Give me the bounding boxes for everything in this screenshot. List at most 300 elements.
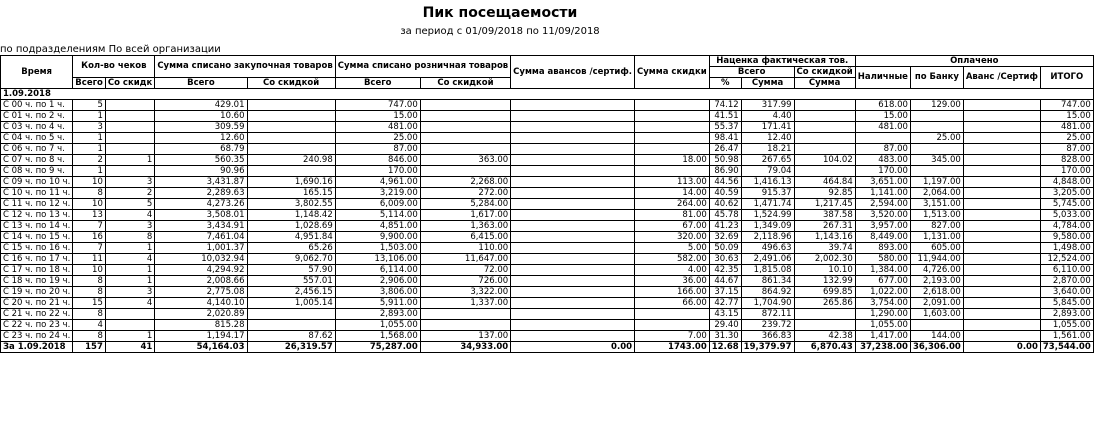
table-row	[1, 199, 1094, 210]
row-value-cell	[794, 309, 855, 320]
row-value-cell: 2,289.63	[155, 188, 247, 199]
row-value-cell	[105, 166, 154, 177]
row-value-cell: 2,893.00	[1040, 309, 1093, 320]
row-value-cell: 3	[105, 287, 154, 298]
row-value-cell: 36,306.00	[910, 342, 963, 353]
row-value-cell: 240.98	[247, 155, 335, 166]
row-value-cell: 113.00	[635, 177, 710, 188]
row-value-cell: 3,802.55	[247, 199, 335, 210]
row-value-cell: 15.00	[855, 111, 910, 122]
row-value-cell: 34,933.00	[420, 342, 510, 353]
row-value-cell: 12.60	[155, 133, 247, 144]
row-value-cell: 747.00	[1040, 100, 1093, 111]
row-time-cell: С 03 ч. по 4 ч.	[1, 122, 73, 133]
row-value-cell: 41.23	[709, 221, 741, 232]
row-value-cell: 10	[73, 177, 106, 188]
row-value-cell: 3	[105, 177, 154, 188]
header-discount-sum: Сумма скидки	[635, 56, 710, 89]
header-markup-with-discount: Со скидкой	[794, 67, 855, 78]
row-value-cell	[511, 210, 635, 221]
row-value-cell	[511, 309, 635, 320]
row-value-cell: 4,951.84	[247, 232, 335, 243]
row-value-cell: 4.40	[741, 111, 794, 122]
table-row	[1, 188, 1094, 199]
row-value-cell: 144.00	[910, 331, 963, 342]
row-value-cell: 87.00	[855, 144, 910, 155]
row-value-cell: 12.40	[741, 133, 794, 144]
row-value-cell: 92.85	[794, 188, 855, 199]
header-retail-with-discount: Со скидкой	[420, 78, 510, 89]
row-value-cell: 7,461.04	[155, 232, 247, 243]
row-value-cell: 11	[73, 254, 106, 265]
row-value-cell: 496.63	[741, 243, 794, 254]
row-value-cell: 3,205.00	[1040, 188, 1093, 199]
row-value-cell: 1,617.00	[420, 210, 510, 221]
row-value-cell: 1,603.00	[910, 309, 963, 320]
row-value-cell: 2,618.00	[910, 287, 963, 298]
row-value-cell: 8	[73, 309, 106, 320]
row-value-cell: 40.59	[709, 188, 741, 199]
row-value-cell: 2	[73, 155, 106, 166]
row-value-cell: 4,961.00	[335, 177, 420, 188]
row-value-cell	[105, 133, 154, 144]
row-value-cell: 129.00	[910, 100, 963, 111]
row-value-cell	[247, 100, 335, 111]
row-value-cell	[420, 111, 510, 122]
row-value-cell	[511, 254, 635, 265]
row-value-cell	[511, 276, 635, 287]
row-value-cell	[635, 309, 710, 320]
row-value-cell: 605.00	[910, 243, 963, 254]
row-value-cell: 2	[105, 188, 154, 199]
table-row	[1, 298, 1094, 309]
row-value-cell: 3,651.00	[855, 177, 910, 188]
row-value-cell: 560.35	[155, 155, 247, 166]
row-value-cell: 893.00	[855, 243, 910, 254]
row-value-cell: 171.41	[741, 122, 794, 133]
row-value-cell: 1,363.00	[420, 221, 510, 232]
row-value-cell: 1,141.00	[855, 188, 910, 199]
row-value-cell: 2,020.89	[155, 309, 247, 320]
row-value-cell: 44.56	[709, 177, 741, 188]
row-value-cell	[635, 100, 710, 111]
row-value-cell	[511, 188, 635, 199]
header-markup-total: Всего	[709, 67, 794, 78]
row-value-cell: 677.00	[855, 276, 910, 287]
row-time-cell: С 15 ч. по 16 ч.	[1, 243, 73, 254]
row-value-cell: 8	[73, 331, 106, 342]
row-value-cell: 2,008.66	[155, 276, 247, 287]
header-markup: Наценка фактическая тов.	[709, 56, 855, 67]
row-value-cell	[105, 100, 154, 111]
table-row	[1, 166, 1094, 177]
row-value-cell: 4,294.92	[155, 265, 247, 276]
row-value-cell: 481.00	[335, 122, 420, 133]
row-value-cell: 68.79	[155, 144, 247, 155]
date-group-label: 1.09.2018	[1, 89, 1094, 100]
table-row	[1, 265, 1094, 276]
row-value-cell	[963, 144, 1040, 155]
row-value-cell: 10,032.94	[155, 254, 247, 265]
row-value-cell	[511, 320, 635, 331]
row-value-cell	[963, 155, 1040, 166]
row-value-cell: 19,379.97	[741, 342, 794, 353]
row-value-cell: 267.31	[794, 221, 855, 232]
row-value-cell: 25.00	[335, 133, 420, 144]
row-value-cell: 1,005.14	[247, 298, 335, 309]
row-value-cell: 44.67	[709, 276, 741, 287]
row-value-cell: 170.00	[855, 166, 910, 177]
header-purchase-with-discount: Со скидкой	[247, 78, 335, 89]
row-value-cell: 50.98	[709, 155, 741, 166]
row-value-cell	[794, 166, 855, 177]
row-value-cell: 39.74	[794, 243, 855, 254]
report-period: за период с 01/09/2018 по 11/09/2018	[400, 26, 600, 37]
row-value-cell: 1,197.00	[910, 177, 963, 188]
total-row	[1, 342, 1094, 353]
row-value-cell	[511, 221, 635, 232]
row-value-cell: 5,911.00	[335, 298, 420, 309]
row-value-cell: 165.15	[247, 188, 335, 199]
row-value-cell: 5.00	[635, 243, 710, 254]
row-value-cell: 10	[73, 199, 106, 210]
row-value-cell	[910, 144, 963, 155]
row-value-cell: 557.01	[247, 276, 335, 287]
row-time-cell: С 14 ч. по 15 ч.	[1, 232, 73, 243]
row-value-cell: 10.60	[155, 111, 247, 122]
row-value-cell: 8	[73, 276, 106, 287]
row-value-cell: 15.00	[335, 111, 420, 122]
row-value-cell: 8	[73, 188, 106, 199]
row-value-cell: 2,193.00	[910, 276, 963, 287]
row-value-cell: 2,893.00	[335, 309, 420, 320]
row-value-cell	[963, 331, 1040, 342]
row-time-cell: С 23 ч. по 24 ч.	[1, 331, 73, 342]
row-value-cell: 6,110.00	[1040, 265, 1093, 276]
row-value-cell: 1,055.00	[855, 320, 910, 331]
table-row	[1, 232, 1094, 243]
row-value-cell: 3,431.87	[155, 177, 247, 188]
header-checks-with-disc: Со скидк	[105, 78, 154, 89]
row-value-cell: 74.12	[709, 100, 741, 111]
header-advance-sum: Сумма авансов /сертиф.	[511, 56, 635, 89]
row-value-cell	[963, 199, 1040, 210]
row-value-cell	[963, 276, 1040, 287]
row-value-cell: 40.62	[709, 199, 741, 210]
row-value-cell	[794, 144, 855, 155]
row-value-cell: 1,513.00	[910, 210, 963, 221]
row-value-cell	[794, 111, 855, 122]
row-value-cell	[247, 320, 335, 331]
row-value-cell: 6,009.00	[335, 199, 420, 210]
row-value-cell: 828.00	[1040, 155, 1093, 166]
row-value-cell: 1,416.13	[741, 177, 794, 188]
row-value-cell: 4,784.00	[1040, 221, 1093, 232]
row-value-cell: 1	[105, 331, 154, 342]
row-value-cell: 13	[73, 210, 106, 221]
row-value-cell: 3	[73, 122, 106, 133]
row-value-cell	[511, 199, 635, 210]
row-time-cell: С 18 ч. по 19 ч.	[1, 276, 73, 287]
header-markup-pct: %	[709, 78, 741, 89]
row-time-cell: С 21 ч. по 22 ч.	[1, 309, 73, 320]
row-value-cell: 6,870.43	[794, 342, 855, 353]
row-value-cell: 4	[105, 210, 154, 221]
row-value-cell: 582.00	[635, 254, 710, 265]
row-value-cell	[511, 298, 635, 309]
row-value-cell	[910, 320, 963, 331]
row-value-cell: 9,062.70	[247, 254, 335, 265]
report-department-filter: по подразделениям По всей организации	[0, 44, 221, 55]
row-value-cell	[855, 133, 910, 144]
row-value-cell: 1,503.00	[335, 243, 420, 254]
row-value-cell: 30.63	[709, 254, 741, 265]
table-row	[1, 111, 1094, 122]
row-value-cell: 1,022.00	[855, 287, 910, 298]
row-value-cell	[963, 221, 1040, 232]
row-value-cell: 5,845.00	[1040, 298, 1093, 309]
row-value-cell: 42.35	[709, 265, 741, 276]
row-value-cell: 8	[105, 232, 154, 243]
row-time-cell: С 13 ч. по 14 ч.	[1, 221, 73, 232]
row-value-cell	[511, 144, 635, 155]
row-value-cell: 81.00	[635, 210, 710, 221]
row-time-cell: С 01 ч. по 2 ч.	[1, 111, 73, 122]
row-value-cell: 1	[73, 111, 106, 122]
row-value-cell: 12.68	[709, 342, 741, 353]
attendance-peak-table	[0, 55, 1094, 353]
row-value-cell: 132.99	[794, 276, 855, 287]
row-value-cell	[247, 166, 335, 177]
row-value-cell: 72.00	[420, 265, 510, 276]
row-time-cell: С 16 ч. по 17 ч.	[1, 254, 73, 265]
row-value-cell: 1,384.00	[855, 265, 910, 276]
row-value-cell: 1	[73, 166, 106, 177]
row-time-cell: С 12 ч. по 13 ч.	[1, 210, 73, 221]
row-value-cell: 5,284.00	[420, 199, 510, 210]
row-value-cell	[963, 254, 1040, 265]
row-value-cell	[963, 133, 1040, 144]
table-row	[1, 331, 1094, 342]
row-value-cell	[794, 122, 855, 133]
row-value-cell: 73,544.00	[1040, 342, 1093, 353]
row-value-cell	[963, 243, 1040, 254]
row-value-cell: 42.38	[794, 331, 855, 342]
row-value-cell: 2,491.06	[741, 254, 794, 265]
row-time-cell: С 08 ч. по 9 ч.	[1, 166, 73, 177]
row-value-cell: 32.69	[709, 232, 741, 243]
table-row	[1, 221, 1094, 232]
table-row	[1, 155, 1094, 166]
row-value-cell: 110.00	[420, 243, 510, 254]
row-value-cell: 66.00	[635, 298, 710, 309]
table-row	[1, 133, 1094, 144]
table-row	[1, 177, 1094, 188]
row-value-cell: 10.10	[794, 265, 855, 276]
row-value-cell: 13,106.00	[335, 254, 420, 265]
row-value-cell: 170.00	[335, 166, 420, 177]
row-value-cell: 15.00	[1040, 111, 1093, 122]
row-value-cell	[105, 111, 154, 122]
row-value-cell: 0.00	[511, 342, 635, 353]
table-row	[1, 320, 1094, 331]
row-value-cell	[511, 133, 635, 144]
row-time-cell: С 22 ч. по 23 ч.	[1, 320, 73, 331]
row-value-cell	[910, 122, 963, 133]
row-value-cell: 747.00	[335, 100, 420, 111]
row-value-cell	[910, 111, 963, 122]
row-value-cell	[635, 111, 710, 122]
row-value-cell: 16	[73, 232, 106, 243]
row-value-cell: 86.90	[709, 166, 741, 177]
row-value-cell: 3,151.00	[910, 199, 963, 210]
row-value-cell: 166.00	[635, 287, 710, 298]
row-value-cell: 872.11	[741, 309, 794, 320]
table-row	[1, 144, 1094, 155]
row-value-cell	[105, 320, 154, 331]
row-value-cell: 239.72	[741, 320, 794, 331]
row-value-cell	[794, 100, 855, 111]
row-value-cell	[511, 243, 635, 254]
row-value-cell: 3,508.01	[155, 210, 247, 221]
row-value-cell: 1	[73, 133, 106, 144]
row-value-cell: 79.04	[741, 166, 794, 177]
row-value-cell: 18.21	[741, 144, 794, 155]
row-value-cell: 5	[105, 199, 154, 210]
row-value-cell	[635, 122, 710, 133]
row-value-cell: 580.00	[855, 254, 910, 265]
row-value-cell	[963, 188, 1040, 199]
row-value-cell: 1,001.37	[155, 243, 247, 254]
row-value-cell: 7.00	[635, 331, 710, 342]
header-purchase-total: Всего	[155, 78, 247, 89]
row-value-cell: 87.62	[247, 331, 335, 342]
row-value-cell: 1,217.45	[794, 199, 855, 210]
row-value-cell	[963, 100, 1040, 111]
row-value-cell	[794, 133, 855, 144]
row-value-cell: 26,319.57	[247, 342, 335, 353]
row-value-cell: 1,498.00	[1040, 243, 1093, 254]
table-row	[1, 122, 1094, 133]
row-value-cell	[511, 287, 635, 298]
row-value-cell: 1,690.16	[247, 177, 335, 188]
row-value-cell	[420, 144, 510, 155]
row-value-cell: 18.00	[635, 155, 710, 166]
row-value-cell: 464.84	[794, 177, 855, 188]
row-value-cell	[247, 309, 335, 320]
row-value-cell: 3,806.00	[335, 287, 420, 298]
row-value-cell: 1743.00	[635, 342, 710, 353]
row-value-cell: 481.00	[855, 122, 910, 133]
row-value-cell: 2,594.00	[855, 199, 910, 210]
row-value-cell: 4,273.26	[155, 199, 247, 210]
row-value-cell: 1,417.00	[855, 331, 910, 342]
row-value-cell: 5,114.00	[335, 210, 420, 221]
row-value-cell: 55.37	[709, 122, 741, 133]
row-value-cell	[635, 133, 710, 144]
row-value-cell: 726.00	[420, 276, 510, 287]
row-value-cell	[511, 111, 635, 122]
row-value-cell: 2,870.00	[1040, 276, 1093, 287]
row-value-cell	[963, 287, 1040, 298]
row-value-cell: 5,745.00	[1040, 199, 1093, 210]
row-value-cell: 5	[73, 100, 106, 111]
row-value-cell: 45.78	[709, 210, 741, 221]
row-value-cell	[794, 320, 855, 331]
row-value-cell: 1	[105, 243, 154, 254]
row-value-cell	[635, 320, 710, 331]
row-time-cell: С 20 ч. по 21 ч.	[1, 298, 73, 309]
header-bank: по Банку	[910, 67, 963, 89]
row-value-cell	[963, 210, 1040, 221]
row-value-cell: 429.01	[155, 100, 247, 111]
report-title: Пик посещаемости	[422, 5, 578, 21]
row-value-cell: 4,851.00	[335, 221, 420, 232]
header-paid: Оплачено	[855, 56, 1093, 67]
row-value-cell: 846.00	[335, 155, 420, 166]
row-value-cell: 1	[105, 155, 154, 166]
row-value-cell	[420, 320, 510, 331]
row-value-cell: 272.00	[420, 188, 510, 199]
row-time-cell: С 11 ч. по 12 ч.	[1, 199, 73, 210]
row-value-cell: 37,238.00	[855, 342, 910, 353]
header-advance-cert: Аванс /Сертиф	[963, 67, 1040, 89]
row-value-cell: 11,647.00	[420, 254, 510, 265]
row-value-cell: 3,219.00	[335, 188, 420, 199]
row-value-cell	[635, 166, 710, 177]
row-value-cell: 1,568.00	[335, 331, 420, 342]
row-value-cell	[511, 331, 635, 342]
row-value-cell: 90.96	[155, 166, 247, 177]
row-value-cell	[635, 144, 710, 155]
row-value-cell: 1,028.69	[247, 221, 335, 232]
row-value-cell	[511, 232, 635, 243]
row-value-cell	[511, 265, 635, 276]
row-time-cell: С 19 ч. по 20 ч.	[1, 287, 73, 298]
row-value-cell: 2,775.08	[155, 287, 247, 298]
row-value-cell	[963, 122, 1040, 133]
row-value-cell: 43.15	[709, 309, 741, 320]
row-value-cell	[963, 232, 1040, 243]
row-value-cell: 41.51	[709, 111, 741, 122]
row-value-cell	[511, 166, 635, 177]
row-value-cell: 42.77	[709, 298, 741, 309]
row-time-cell: С 10 ч. по 11 ч.	[1, 188, 73, 199]
row-value-cell	[910, 166, 963, 177]
row-value-cell	[420, 309, 510, 320]
row-value-cell: 699.85	[794, 287, 855, 298]
row-value-cell: 4.00	[635, 265, 710, 276]
row-value-cell: 827.00	[910, 221, 963, 232]
row-time-cell: С 09 ч. по 10 ч.	[1, 177, 73, 188]
row-value-cell: 6,114.00	[335, 265, 420, 276]
header-checks: Кол-во чеков	[73, 56, 155, 78]
row-value-cell: 309.59	[155, 122, 247, 133]
table-row	[1, 287, 1094, 298]
row-value-cell	[420, 100, 510, 111]
row-value-cell: 7	[73, 243, 106, 254]
row-value-cell: 2,091.00	[910, 298, 963, 309]
row-value-cell: 3,434.91	[155, 221, 247, 232]
row-value-cell: 4,726.00	[910, 265, 963, 276]
row-value-cell	[963, 265, 1040, 276]
row-value-cell: 3,754.00	[855, 298, 910, 309]
row-value-cell: 4	[105, 298, 154, 309]
row-value-cell: 7	[73, 221, 106, 232]
row-value-cell: 2,002.30	[794, 254, 855, 265]
row-value-cell: 4	[105, 254, 154, 265]
row-value-cell: 1	[73, 144, 106, 155]
